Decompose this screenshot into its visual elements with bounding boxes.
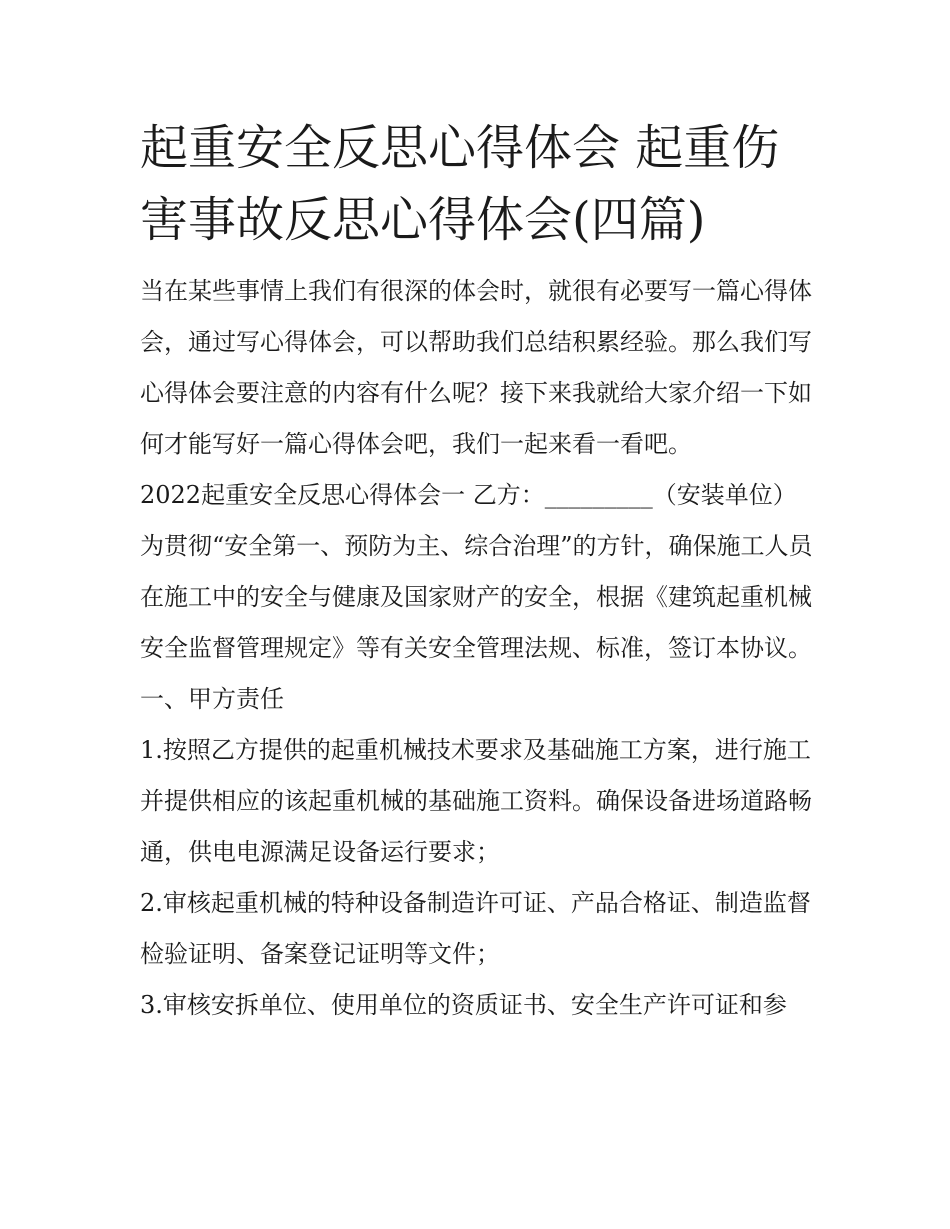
paragraph-intro: 当在某些事情上我们有很深的体会时，就很有必要写一篇心得体会，通过写心得体会，可以帮助我们总结积累经验。那么我们写心得体会要注意的内容有什么呢？接下来我就给大家介绍一下如何才能写好一篇心得体会吧，我们一起来看一看吧。 — [140, 277, 812, 458]
document-body — [140, 266, 820, 1031]
document-page — [140, 112, 820, 1031]
paragraph-agreement: 2022起重安全反思心得体会一 乙方：_________（安装单位）为贯彻“安全第一、预防为主、综合治理”的方针，确保施工人员在施工中的安全与健康及国家财产的安全，根据《建筑起重机械安全监督管理规定》等有关安全管理法规、标准，签订本协议。 — [140, 481, 813, 662]
list-item-1: 1.按照乙方提供的起重机械技术要求及基础施工方案，进行施工并提供相应的该起重机械的基础施工资料。确保设备进场道路畅通，供电电源满足设备运行要求； — [140, 736, 812, 866]
document-title: 起重安全反思心得体会 起重伤害事故反思心得体会(四篇) — [140, 120, 780, 248]
list-item-3: 3.审核安拆单位、使用单位的资质证书、安全生产许可证和参 — [140, 991, 787, 1019]
list-item-2: 2.审核起重机械的特种设备制造许可证、产品合格证、制造监督检验证明、备案登记证明等文件； — [140, 889, 811, 968]
section-heading-party-a: 一、甲方责任 — [140, 685, 284, 713]
